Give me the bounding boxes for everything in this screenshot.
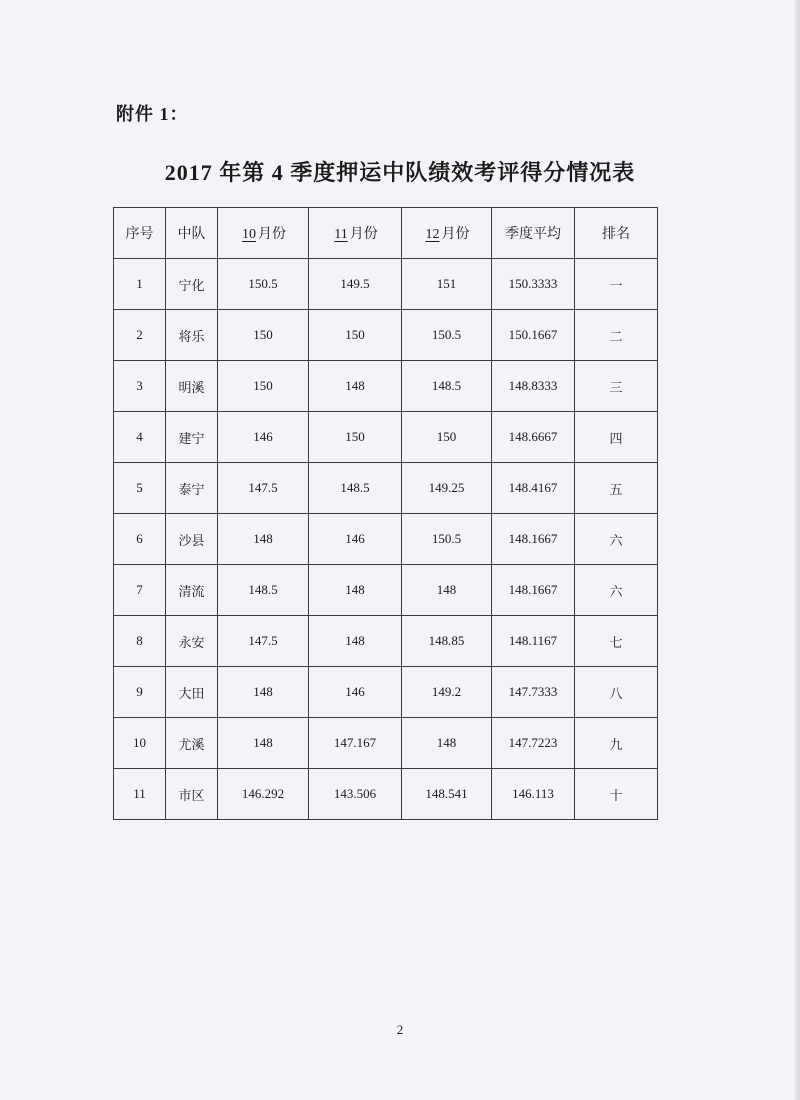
cell-team: 宁化 [166,259,218,310]
cell-october: 146.292 [218,769,309,820]
table-row [114,667,658,718]
cell-december: 149.25 [402,463,492,514]
header-november [309,208,402,259]
cell-index: 1 [114,259,166,310]
cell-november: 149.5 [309,259,402,310]
cell-index: 3 [114,361,166,412]
cell-index: 10 [114,718,166,769]
month-suffix: 月份 [441,227,470,242]
table-row [114,259,658,310]
cell-november: 148 [309,361,402,412]
cell-october: 148 [218,667,309,718]
cell-index: 5 [114,463,166,514]
cell-team: 将乐 [166,310,218,361]
cell-team: 市区 [166,769,218,820]
cell-quarter-average: 147.7333 [492,667,575,718]
cell-quarter-average: 148.4167 [492,463,575,514]
month-suffix: 月份 [258,227,286,242]
cell-index: 6 [114,514,166,565]
cell-team: 泰宁 [166,463,218,514]
cell-november: 150 [309,310,402,361]
cell-team: 清流 [166,565,218,616]
document-title: 2017 年第 4 季度押运中队绩效考评得分情况表 [164,160,636,185]
score-table [113,207,658,820]
cell-november: 150 [309,412,402,463]
cell-october: 147.5 [218,463,309,514]
page-number: 2 [396,1022,404,1037]
cell-december: 150.5 [402,310,492,361]
header-rank: 排名 [575,208,658,259]
cell-team: 尤溪 [166,718,218,769]
cell-rank: 十 [575,769,658,820]
cell-team: 永安 [166,616,218,667]
cell-quarter-average: 146.113 [492,769,575,820]
cell-december: 149.2 [402,667,492,718]
cell-quarter-average: 150.3333 [492,259,575,310]
cell-december: 151 [402,259,492,310]
header-index: 序号 [114,208,166,259]
cell-december: 150 [402,412,492,463]
cell-rank: 三 [575,361,658,412]
header-december [402,208,492,259]
cell-quarter-average: 147.7223 [492,718,575,769]
table-row [114,718,658,769]
cell-quarter-average: 148.1667 [492,565,575,616]
cell-december: 150.5 [402,514,492,565]
cell-october: 150 [218,361,309,412]
table-row [114,412,658,463]
cell-index: 9 [114,667,166,718]
attachment-label: 附件 1： [116,104,189,124]
table-row [114,463,658,514]
cell-october: 148 [218,514,309,565]
cell-quarter-average: 150.1667 [492,310,575,361]
cell-rank: 八 [575,667,658,718]
cell-index: 4 [114,412,166,463]
month-number: 12 [425,227,440,242]
cell-team: 大田 [166,667,218,718]
header-quarter-average: 季度平均 [492,208,575,259]
cell-rank: 六 [575,565,658,616]
cell-index: 7 [114,565,166,616]
cell-quarter-average: 148.1667 [492,514,575,565]
cell-index: 8 [114,616,166,667]
cell-december: 148.85 [402,616,492,667]
cell-rank: 九 [575,718,658,769]
cell-index: 2 [114,310,166,361]
cell-december: 148.541 [402,769,492,820]
table-row [114,616,658,667]
cell-october: 148.5 [218,565,309,616]
cell-december: 148.5 [402,361,492,412]
cell-team: 沙县 [166,514,218,565]
cell-december: 148 [402,565,492,616]
cell-october: 150.5 [218,259,309,310]
cell-index: 11 [114,769,166,820]
cell-november: 146 [309,667,402,718]
table-row [114,769,658,820]
cell-november: 143.506 [309,769,402,820]
cell-quarter-average: 148.8333 [492,361,575,412]
cell-december: 148 [402,718,492,769]
cell-rank: 二 [575,310,658,361]
cell-october: 150 [218,310,309,361]
cell-team: 建宁 [166,412,218,463]
cell-october: 148 [218,718,309,769]
table-row [114,565,658,616]
table-row [114,310,658,361]
cell-rank: 六 [575,514,658,565]
cell-quarter-average: 148.1167 [492,616,575,667]
cell-november: 147.167 [309,718,402,769]
cell-november: 146 [309,514,402,565]
cell-november: 148 [309,565,402,616]
month-suffix: 月份 [349,227,378,242]
cell-rank: 一 [575,259,658,310]
header-team: 中队 [166,208,218,259]
cell-rank: 七 [575,616,658,667]
table-row [114,361,658,412]
cell-november: 148 [309,616,402,667]
cell-october: 147.5 [218,616,309,667]
header-october [218,208,309,259]
table-row [114,514,658,565]
table-body [114,259,658,820]
cell-rank: 五 [575,463,658,514]
cell-quarter-average: 148.6667 [492,412,575,463]
month-number: 11 [334,227,348,242]
cell-october: 146 [218,412,309,463]
cell-rank: 四 [575,412,658,463]
cell-team: 明溪 [166,361,218,412]
month-number: 10 [242,227,256,242]
table-header-row [114,208,658,259]
cell-november: 148.5 [309,463,402,514]
